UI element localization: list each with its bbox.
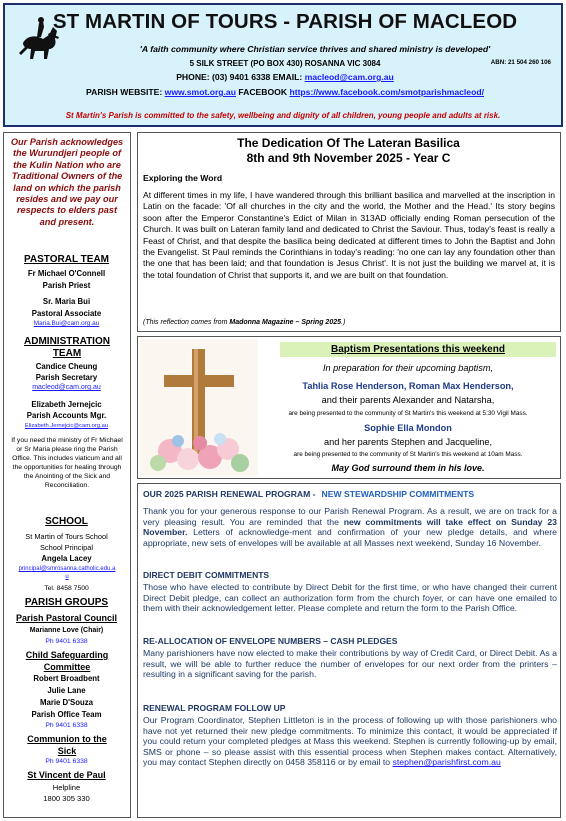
priest-role: Parish Priest <box>42 281 91 290</box>
renewal-text: Thank you for your generous response to our Parish Renewal Program. As a result, we are on track for a very pleasing result. You are reminded that the <box>143 506 557 527</box>
phone-label: PHONE: (03) 9401 6338 EMAIL: <box>176 72 303 82</box>
priest-name: Fr Michael O'Connell <box>27 269 106 278</box>
baptism-parents: and their parents Alexander and Natarsha, <box>321 395 495 405</box>
safeguarding-phone: Ph 9401 6338 <box>45 722 88 729</box>
principal-name: Angela Lacey <box>41 554 92 563</box>
envelope-heading: RE-ALLOCATION OF ENVELOPE NUMBERS – CASH PLEDGES <box>143 636 398 646</box>
baptism-intro: In preparation for their upcoming baptism, <box>322 363 494 373</box>
parish-motto: 'A faith community where Christian service thrives and shared ministry is developed' <box>139 44 491 54</box>
abn-number: ABN: 21 504 260 106 <box>490 59 551 66</box>
secretary-name: Candice Cheung <box>35 362 98 371</box>
secretary-email-link[interactable]: macleod@cam.org.au <box>32 384 101 391</box>
masthead <box>3 3 563 127</box>
safety-statement: St Martin's Parish is committed to the safety, wellbeing and dignity of all children, young people and adults at risk. <box>65 111 501 120</box>
school-phone: Tel. 8458 7500 <box>44 585 89 592</box>
parish-groups-heading: PARISH GROUPS <box>24 597 109 608</box>
envelope-paragraph: Many parishioners have now elected to make their contributions by way of Credit Card, or Direct Debit. As a result, we will be able to further reduce the number of envelopes for our next order from the printers – resulting in a significant saving for the parish. <box>143 648 557 680</box>
baptism-parents: and her parents Stephen and Jacqueline, <box>323 437 493 447</box>
associate-role: Pastoral Associate <box>31 309 102 318</box>
baptism-blessing: May God surround them in his love. <box>331 463 485 473</box>
baptism-mass-time: are being presented to the community of St Martin's this weekend at 5:30 Vigil Mass. <box>288 410 528 417</box>
reflection-text: At different times in my life, I have wandered through this brilliant basilica and marvelled at the inscription in Latin on the facade: 'Of all churches in the city and the world, the Mother and the Head.' Its story begins soon after the Emperor Constantine's Edict of Milan in 313AD officially ending Roman persecution of the Church. It was built on Lateran family land and dedicated to Christ the Saviour. Thus, today's feast is really a Feast of Christ, and that despite the basilica being dedicated at different times to John the Baptist and John the Evangelist. St Paul reminds the Corinthians in today's reading: 'no one can lay any foundation other than the one that has been laid; and that foundation is Jesus Christ'. It is not just the building we marvel at, it is the total foundation of Christ that supports it, and we are built on that foundation. <box>143 190 555 280</box>
parish-title: ST MARTIN OF TOURS - PARISH OF MACLEOD <box>52 10 518 33</box>
safeguarding-member: Robert Broadbent <box>33 674 100 683</box>
facebook-label: FACEBOOK <box>238 87 288 97</box>
renewal-heading <box>143 489 555 499</box>
communion-heading: Communion to the Sick <box>27 734 107 756</box>
floral-cross-image <box>140 339 258 476</box>
website-label: PARISH WEBSITE: <box>86 87 163 97</box>
baptism-box <box>137 336 561 479</box>
renewal-subtitle: NEW STEWARDSHIP COMMITMENTS <box>321 489 475 499</box>
accounts-role: Parish Accounts Mgr. <box>26 411 107 420</box>
contact-line <box>65 72 505 82</box>
safeguarding-member: Marie D'Souza <box>40 698 93 707</box>
follow-up-text: Our Program Coordinator, Stephen Littleton is in the process of following up with those parishioners who have not yet returned their new pledge commitments. To minimize this contact, it would be appreciated if you could return your completed pledges at Mass this weekend. Stephen is currently following-up by email, SMS or phone – so please assist with this essential process when Stephen makes contact. Alternatively, you may contact Stephen directly on 0458 358116 or by email to <box>143 715 557 768</box>
facebook-link[interactable]: https://www.facebook.com/smotparishmacleod/ <box>289 87 484 97</box>
vincent-helpline-phone: 1800 305 330 <box>43 794 90 803</box>
follow-up-paragraph <box>143 715 557 768</box>
source-suffix: .) <box>341 319 346 326</box>
renewal-title: OUR 2025 PARISH RENEWAL PROGRAM - <box>143 489 316 499</box>
safeguarding-member: Julie Lane <box>47 686 86 695</box>
source-name: Madonna Magazine – Spring 2025 <box>229 319 341 326</box>
school-heading: SCHOOL <box>45 516 88 527</box>
sidebar <box>3 132 131 818</box>
renewal-thanks-paragraph <box>143 506 557 548</box>
associate-email-link[interactable]: Maria.Bui@cam.org.au <box>33 320 100 327</box>
reflection-source <box>143 319 345 326</box>
website-link[interactable]: www.smot.org.au <box>164 87 236 97</box>
secretary-role: Parish Secretary <box>35 373 98 382</box>
vincent-helpline-label: Helpline <box>52 783 81 792</box>
baptism-names: Sophie Ella Mondon <box>364 423 452 433</box>
baptism-mass-time: are being presented to the community of St Martin's this weekend at 10am Mass. <box>293 451 523 458</box>
renewal-text: Letters of acknowledge-ment and confirmation of your new pledge details, and where appropriate, new sets of envelopes will be available at all Masses next weekend, Sunday 16 November. <box>143 527 557 548</box>
source-prefix: (This reflection comes from <box>143 319 230 326</box>
council-phone: Ph 9401 6338 <box>45 638 88 645</box>
parish-address: 5 SILK STREET (PO BOX 430) ROSANNA VIC 3084 <box>189 59 381 68</box>
school-principal-role: School Principal <box>40 543 93 552</box>
follow-up-heading: RENEWAL PROGRAM FOLLOW UP <box>143 703 286 713</box>
communion-phone: Ph 9401 6338 <box>45 758 88 765</box>
safeguarding-heading: Child Safeguarding Committee <box>25 650 109 672</box>
principal-email-link[interactable]: principal@smrosanna.catholic.edu.au <box>18 566 116 580</box>
renewal-effective-date: new commitments will take effect on Sunday 23 November. <box>143 516 557 538</box>
accounts-name: Elizabeth Jernejcic <box>31 400 102 409</box>
feast-date-line: 8th and 9th November 2025 - Year C <box>246 151 451 165</box>
lateran-reflection-box <box>137 132 561 332</box>
website-line <box>25 87 545 97</box>
associate-name: Sr. Maria Bui <box>42 297 91 306</box>
vincent-de-paul-heading: St Vincent de Paul <box>27 770 106 780</box>
feast-title <box>138 136 559 166</box>
renewal-program-box <box>137 483 561 818</box>
pastoral-team-heading: PASTORAL TEAM <box>23 254 109 265</box>
safeguarding-team: Parish Office Team <box>31 710 102 719</box>
direct-debit-heading: DIRECT DEBIT COMMITMENTS <box>143 570 270 580</box>
council-chair: Marianne Love (Chair) <box>29 627 104 634</box>
ministry-note: If you need the ministry of Fr Michael or Sr Maria please ring the Parish Office. This includes viaticum and all the opportunities for healing through the Anointing of the Sick and Reconciliation. <box>11 437 123 489</box>
administration-team-heading: ADMINISTRATION TEAM <box>24 336 110 359</box>
direct-debit-paragraph: Those who have elected to contribute by Direct Debit for the first time, or who have changed their current Direct Debit pledge, can collect an authorization form from the church foyer, or can have one emailed to them with their acknowledgement letter. Please complete and return the form to the Parish Office. <box>143 582 557 614</box>
country-acknowledgement: Our Parish acknowledges the Wurundjeri people of the Kulin Nation who are Traditional Owners of the land on which the parish resides and we pay our respects to elders past and present. <box>10 137 124 227</box>
pastoral-council-heading: Parish Pastoral Council <box>15 613 118 623</box>
baptism-names: Tahlia Rose Henderson, Roman Max Henderson, <box>302 381 514 391</box>
baptism-heading: Baptism Presentations this weekend <box>280 342 556 357</box>
accounts-email-link[interactable]: Elizabeth.Jernejcic@cam.org.au <box>24 423 109 429</box>
school-name: St Martin of Tours School <box>25 532 108 541</box>
feast-title-line: The Dedication Of The Lateran Basilica <box>237 136 460 150</box>
section-heading: Exploring the Word <box>143 173 223 183</box>
email-link[interactable]: macleod@cam.org.au <box>304 72 394 82</box>
stephen-email-link[interactable]: stephen@parishfirst.com.au <box>392 757 501 768</box>
